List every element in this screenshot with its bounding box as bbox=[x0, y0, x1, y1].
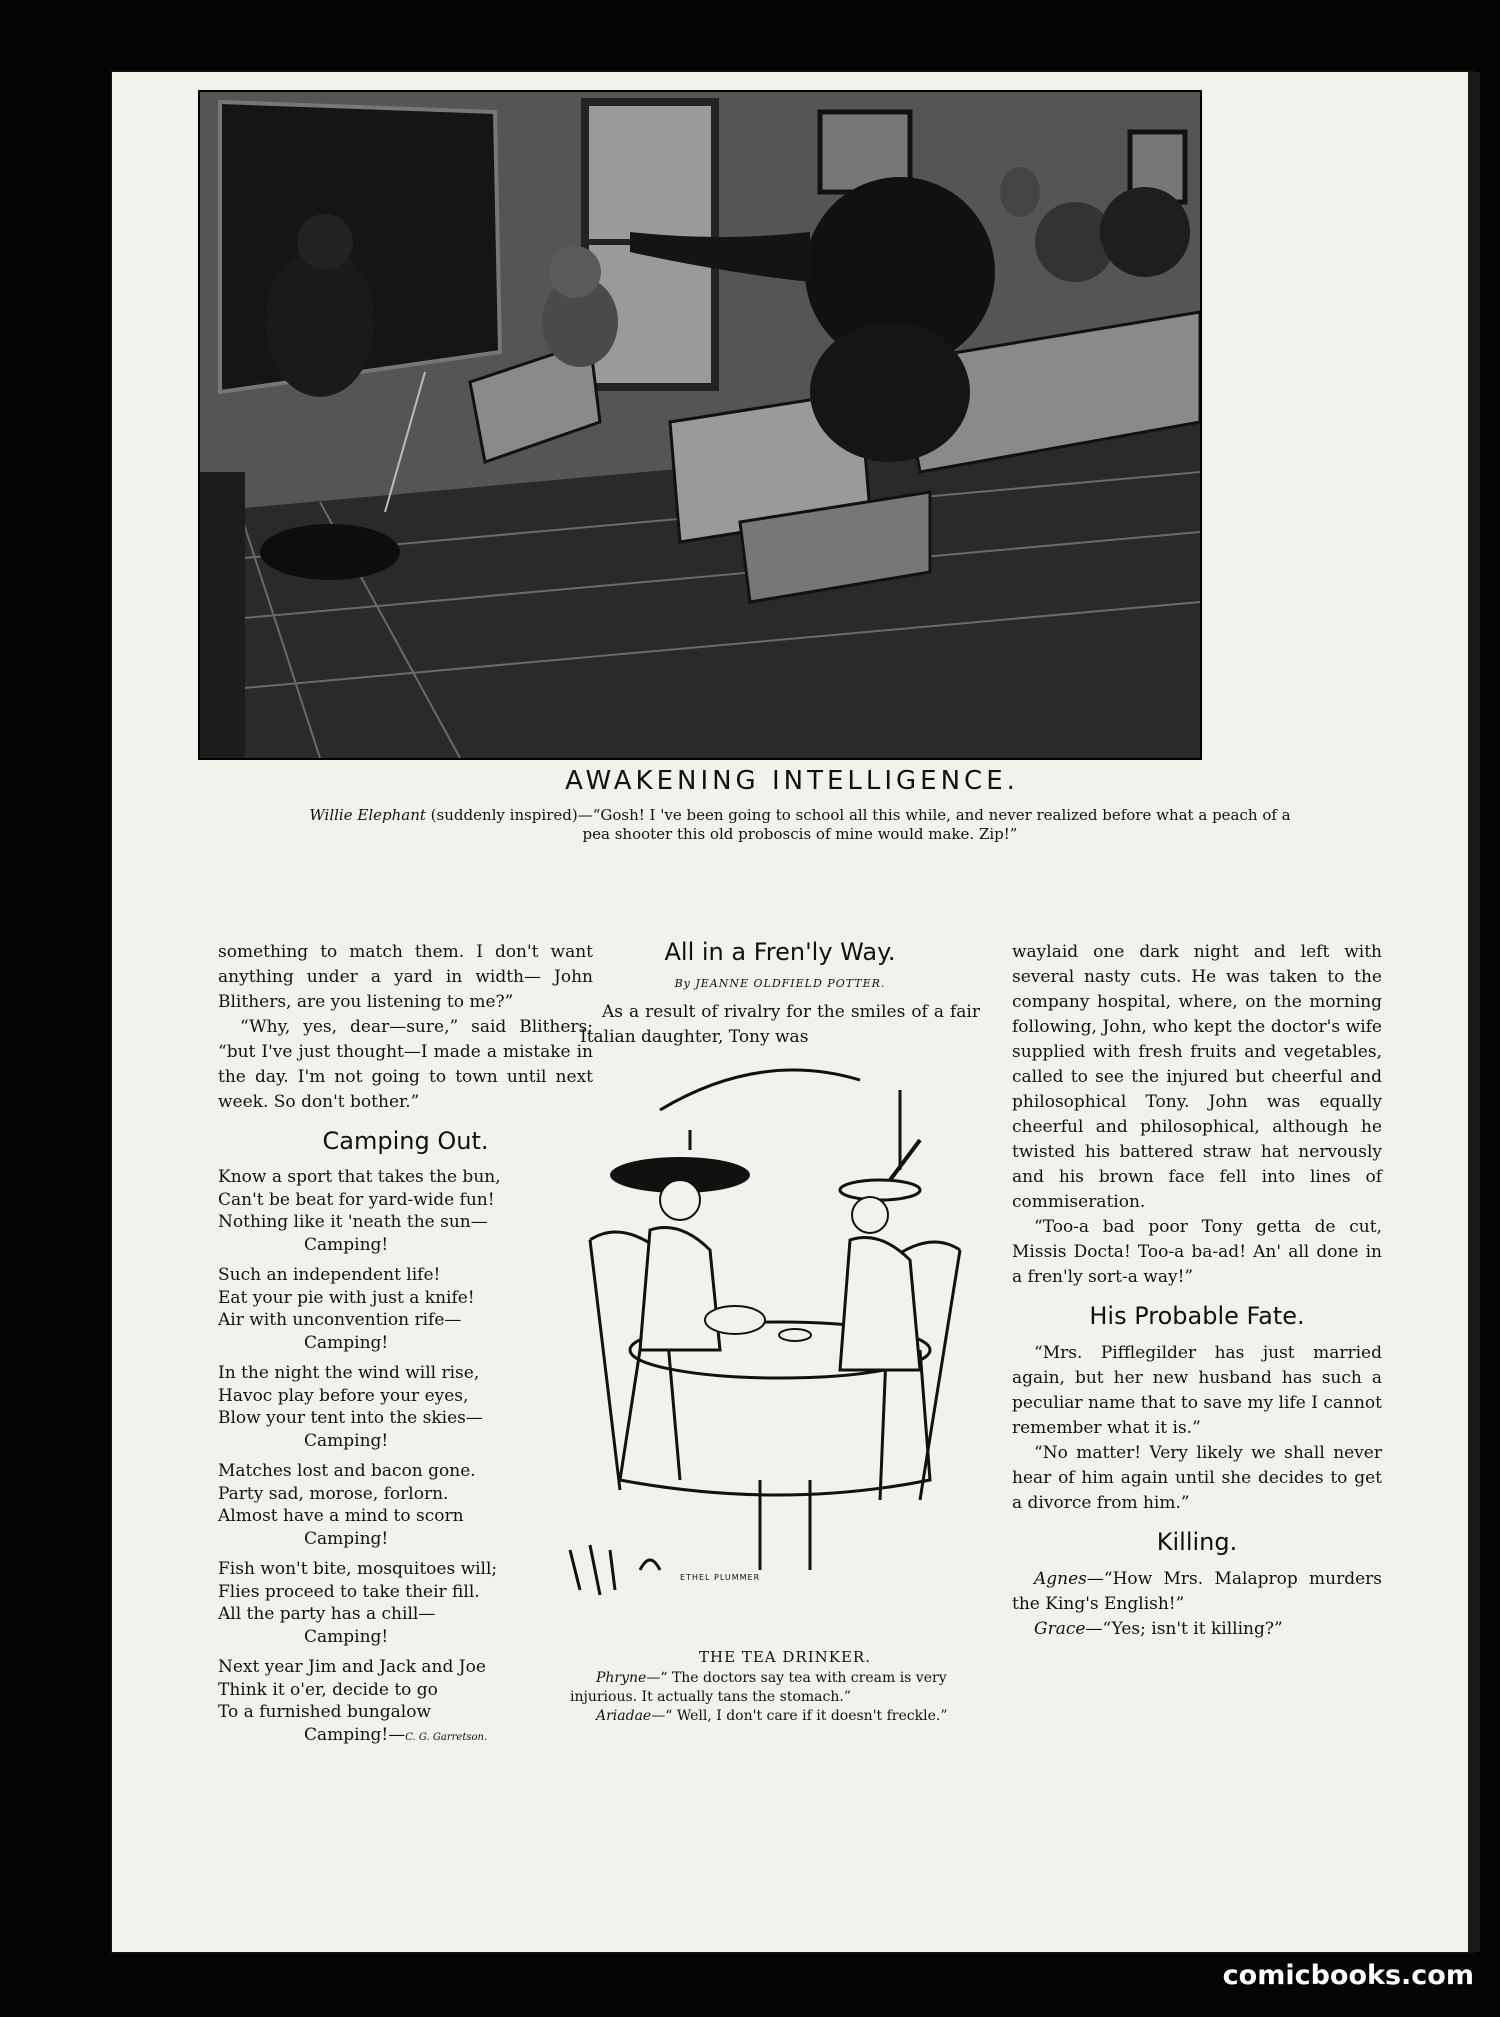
paragraph: As a result of rivalry for the smiles of a fair Italian daughter, Tony was bbox=[580, 1002, 980, 1047]
stanza bbox=[218, 1362, 593, 1452]
verse-refrain: Camping! bbox=[304, 1430, 389, 1451]
dialogue-line bbox=[1012, 1567, 1382, 1617]
verse-line: Can't be beat for yard-wide fun! bbox=[218, 1189, 495, 1210]
poem-title: Camping Out. bbox=[322, 1127, 489, 1155]
story-byline: By JEANNE OLDFIELD POTTER. bbox=[674, 977, 886, 990]
dialogue-line bbox=[570, 1707, 1000, 1726]
verse-line: In the night the wind will rise, bbox=[218, 1363, 480, 1383]
paragraph: “Mrs. Pifflegilder has just married again, but her new husband has such a peculiar name that to save my life I cannot remember what it is.” bbox=[1012, 1343, 1382, 1438]
verse-line: Blow your tent into the skies— bbox=[218, 1408, 483, 1428]
cartoon-caption bbox=[300, 806, 1300, 844]
dialogue-line bbox=[1012, 1617, 1382, 1642]
verse-line: Fish won't bite, mosquitoes will; bbox=[218, 1559, 498, 1579]
verse-line: All the party has a chill— bbox=[218, 1604, 436, 1624]
section-title: His Probable Fate. bbox=[1089, 1302, 1305, 1330]
speaker-name: Agnes bbox=[1034, 1569, 1087, 1589]
stanza bbox=[218, 1166, 593, 1256]
paragraph: “Too-a bad poor Tony getta de cut, Missis Docta! Too-a ba-ad! An' all done in a fren'ly sort-a way!” bbox=[1012, 1217, 1382, 1287]
speaker-name: Phryne bbox=[596, 1670, 647, 1686]
verse-line: Next year Jim and Jack and Joe bbox=[218, 1657, 486, 1677]
caption-line: (suddenly inspired)—“Gosh! I 've been going to school all this while, and never realized before what a peach of a pea shooter this old proboscis of mine would make. Zip!” bbox=[425, 806, 1291, 843]
verse-line: Matches lost and bacon gone. bbox=[218, 1461, 476, 1481]
verse-line: Such an independent life! bbox=[218, 1265, 441, 1285]
verse-refrain bbox=[218, 1724, 593, 1750]
section-title: Killing. bbox=[1156, 1528, 1238, 1556]
paragraph: waylaid one dark night and left with several nasty cuts. He was taken to the company hospital, where, on the morning following, John, who kept the doctor's wife supplied with fresh fruits and vegetables, called to see the injured but cheerful and philosophical Tony. John was equally cheerful and philosophical, although he twisted his battered straw hat nervously and his brown face fell into lines of commiseration. bbox=[1012, 942, 1382, 1212]
cartoon-illustration bbox=[198, 90, 1202, 760]
verse-refrain: Camping! bbox=[304, 1528, 389, 1549]
watermark: comicbooks.com bbox=[1222, 1960, 1474, 1991]
verse-refrain: Camping! bbox=[304, 1332, 389, 1353]
speaker-name: Willie Elephant bbox=[309, 806, 426, 824]
poem bbox=[218, 1166, 593, 1749]
verse-line: Know a sport that takes the bun, bbox=[218, 1167, 501, 1187]
story-title: All in a Fren'ly Way. bbox=[664, 938, 896, 966]
verse-line: Havoc play before your eyes, bbox=[218, 1385, 469, 1406]
column-left bbox=[218, 940, 593, 1757]
speaker-name: Ariadae bbox=[596, 1708, 652, 1724]
paragraph: “Why, yes, dear—sure,” said Blithers; “but I've just thought—I made a mistake in the day. I'm not going to town until next week. So don't bother.” bbox=[218, 1017, 593, 1112]
dialogue-text: —“ Well, I don't care if it doesn't freckle.” bbox=[651, 1708, 948, 1724]
artist-signature: ETHEL PLUMMER bbox=[680, 1573, 761, 1582]
dialogue-text: —“How Mrs. Malaprop murders the King's English!” bbox=[1012, 1569, 1382, 1614]
verse-refrain: Camping! bbox=[304, 1626, 389, 1647]
verse-line: Think it o'er, decide to go bbox=[218, 1679, 438, 1700]
verse-refrain: Camping! bbox=[304, 1234, 389, 1255]
verse-line: Nothing like it 'neath the sun— bbox=[218, 1212, 488, 1232]
verse-line: Almost have a mind to scorn bbox=[218, 1506, 464, 1526]
poem-credit: C. G. Garretson. bbox=[405, 1731, 488, 1743]
tea-caption-title: THE TEA DRINKER. bbox=[699, 1648, 871, 1666]
verse-line: Flies proceed to take their fill. bbox=[218, 1581, 480, 1602]
tea-drinker-illustration bbox=[560, 1050, 1010, 1610]
paragraph: “No matter! Very likely we shall never hear of him again until she decides to get a divorce from him.” bbox=[1012, 1443, 1382, 1513]
column-middle bbox=[580, 940, 980, 1050]
paragraph: something to match them. I don't want anything under a yard in width— John Blithers, are you listening to me?” bbox=[218, 942, 593, 1012]
verse-line: Air with unconvention rife— bbox=[218, 1310, 462, 1330]
dialogue-text: —“Yes; isn't it killing?” bbox=[1085, 1619, 1283, 1639]
stanza bbox=[218, 1264, 593, 1354]
verse-line: Party sad, morose, forlorn. bbox=[218, 1483, 449, 1504]
dialogue-line bbox=[570, 1669, 1000, 1707]
column-right bbox=[1012, 940, 1382, 1642]
cartoon-title: AWAKENING INTELLIGENCE. bbox=[565, 766, 1019, 796]
tea-drinker-caption bbox=[570, 1648, 1000, 1726]
stanza bbox=[218, 1656, 593, 1749]
dialogue-text: —“ The doctors say tea with cream is very injurious. It actually tans the stomach.” bbox=[570, 1670, 947, 1705]
speaker-name: Grace bbox=[1034, 1619, 1086, 1639]
stanza bbox=[218, 1558, 593, 1648]
verse-line: To a furnished bungalow bbox=[218, 1702, 431, 1722]
stanza bbox=[218, 1460, 593, 1550]
refrain-text: Camping!— bbox=[304, 1724, 406, 1745]
verse-line: Eat your pie with just a knife! bbox=[218, 1287, 475, 1308]
